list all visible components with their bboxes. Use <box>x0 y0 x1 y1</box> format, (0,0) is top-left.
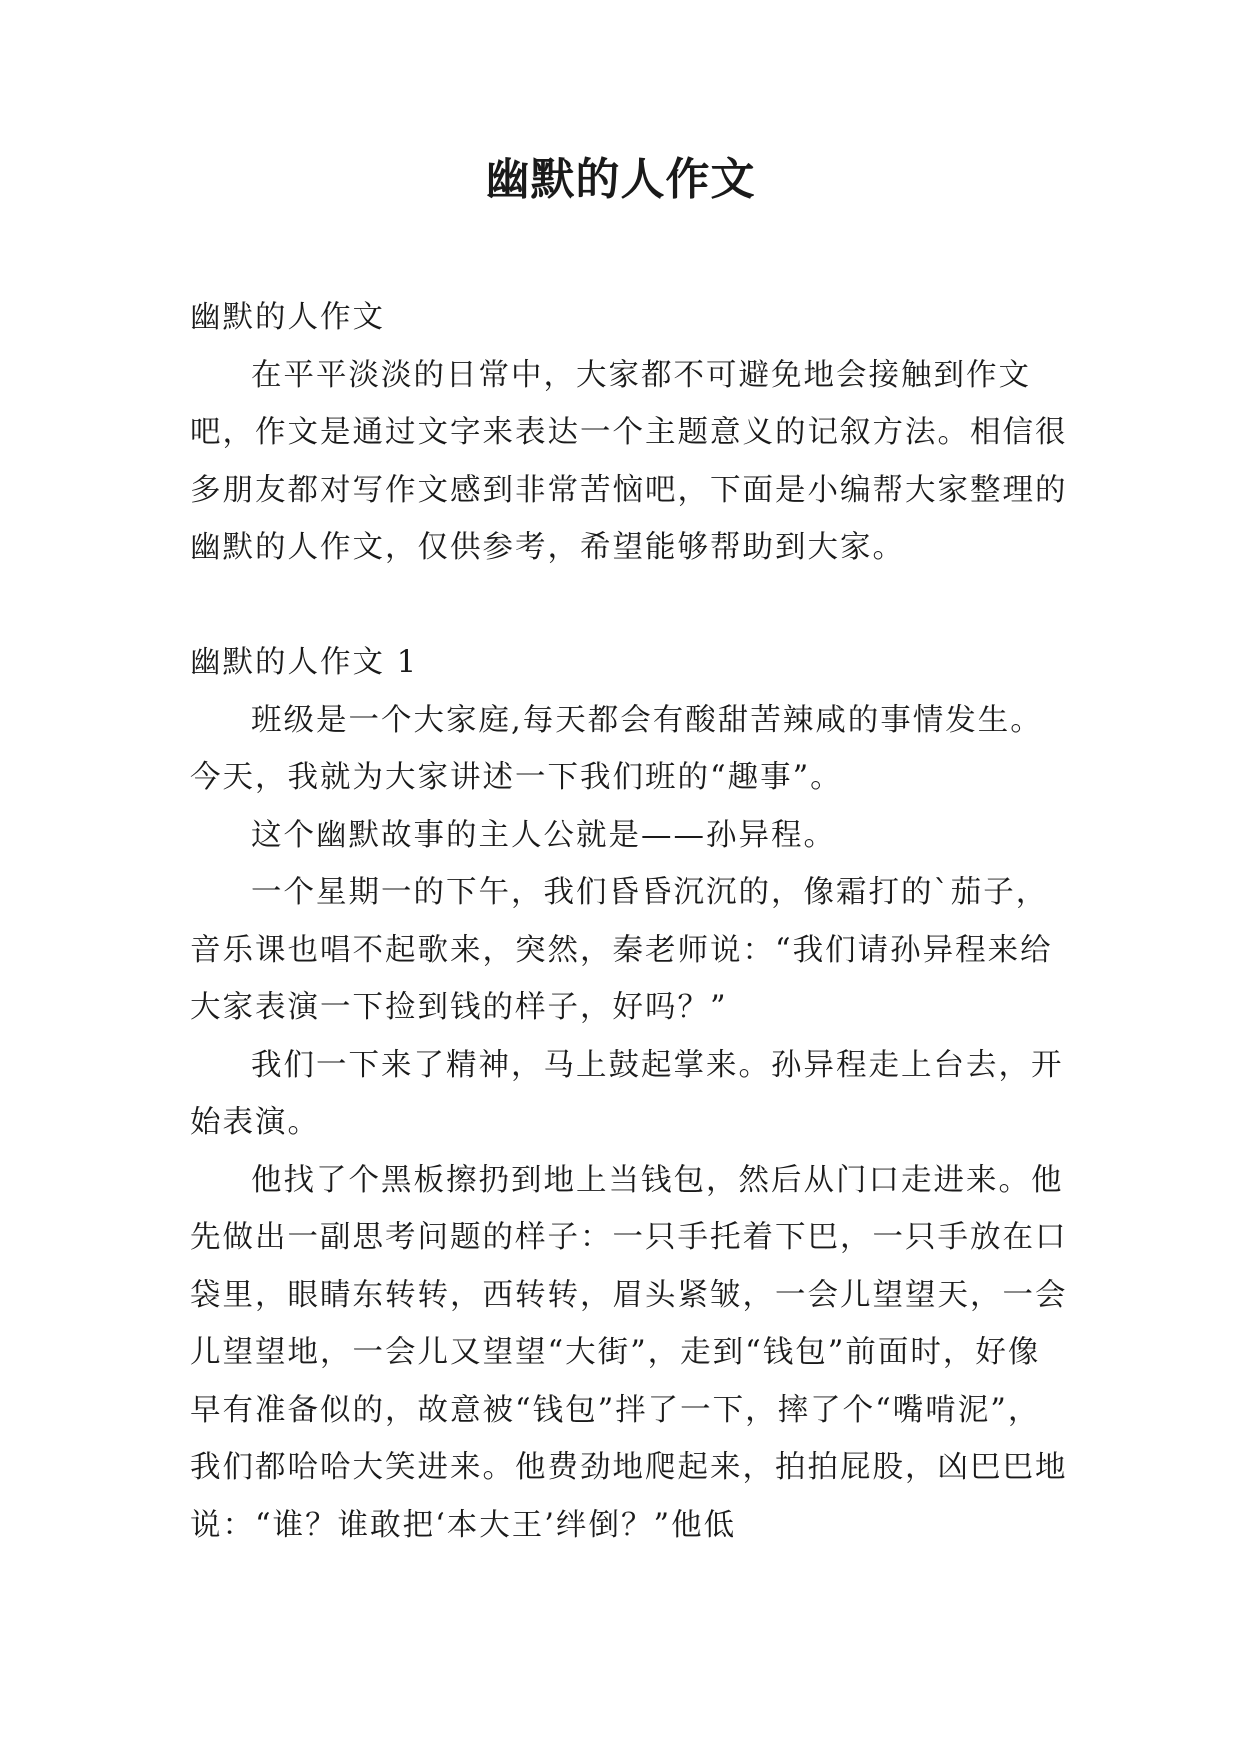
intro-heading: 幽默的人作文 <box>190 300 385 335</box>
document-body <box>190 289 1070 1554</box>
section-heading: 幽默的人作文 1 <box>190 645 419 680</box>
intro-paragraph: 在平平淡淡的日常中，大家都不可避免地会接触到作文吧，作文是通过文字来表达一个主题意义的记叙方法。相信很多朋友都对写作文感到非常苦恼吧，下面是小编帮大家整理的幽默的人作文，仅供参考，希望能够帮助到大家。 <box>190 357 1068 565</box>
section-paragraph: 我们一下来了精神，马上鼓起掌来。孙异程走上台去，开始表演。 <box>190 1047 1064 1140</box>
section-spacer <box>190 577 1070 635</box>
section-paragraph: 这个幽默故事的主人公就是——孙异程。 <box>251 817 836 853</box>
section-paragraph: 他找了个黑板擦扔到地上当钱包，然后从门口走进来。他先做出一副思考问题的样子：一只手托着下巴，一只手放在口袋里，眼睛东转转，西转转，眉头紧皱，一会儿望望天，一会儿望望地，一会儿又望望“大街”，走到“钱包”前面时，好像早有准备似的，故意被“钱包”拌了一下，摔了个“嘴啃泥”，我们都哈哈大笑进来。他费劲地爬起来，拍拍屁股，凶巴巴地说：“谁？谁敢把‘本大王’绊倒？”他低 <box>190 1162 1068 1543</box>
section-paragraph: 一个星期一的下午，我们昏昏沉沉的，像霜打的`茄子，音乐课也唱不起歌来，突然，秦老师说：“我们请孙异程来给大家表演一下捡到钱的样子，好吗？” <box>190 875 1053 1025</box>
section-paragraph: 班级是一个大家庭,每天都会有酸甜苦辣咸的事情发生。今天，我就为大家讲述一下我们班的“趣事”。 <box>190 702 1043 795</box>
page-title: 幽默的人作文 <box>485 154 756 205</box>
